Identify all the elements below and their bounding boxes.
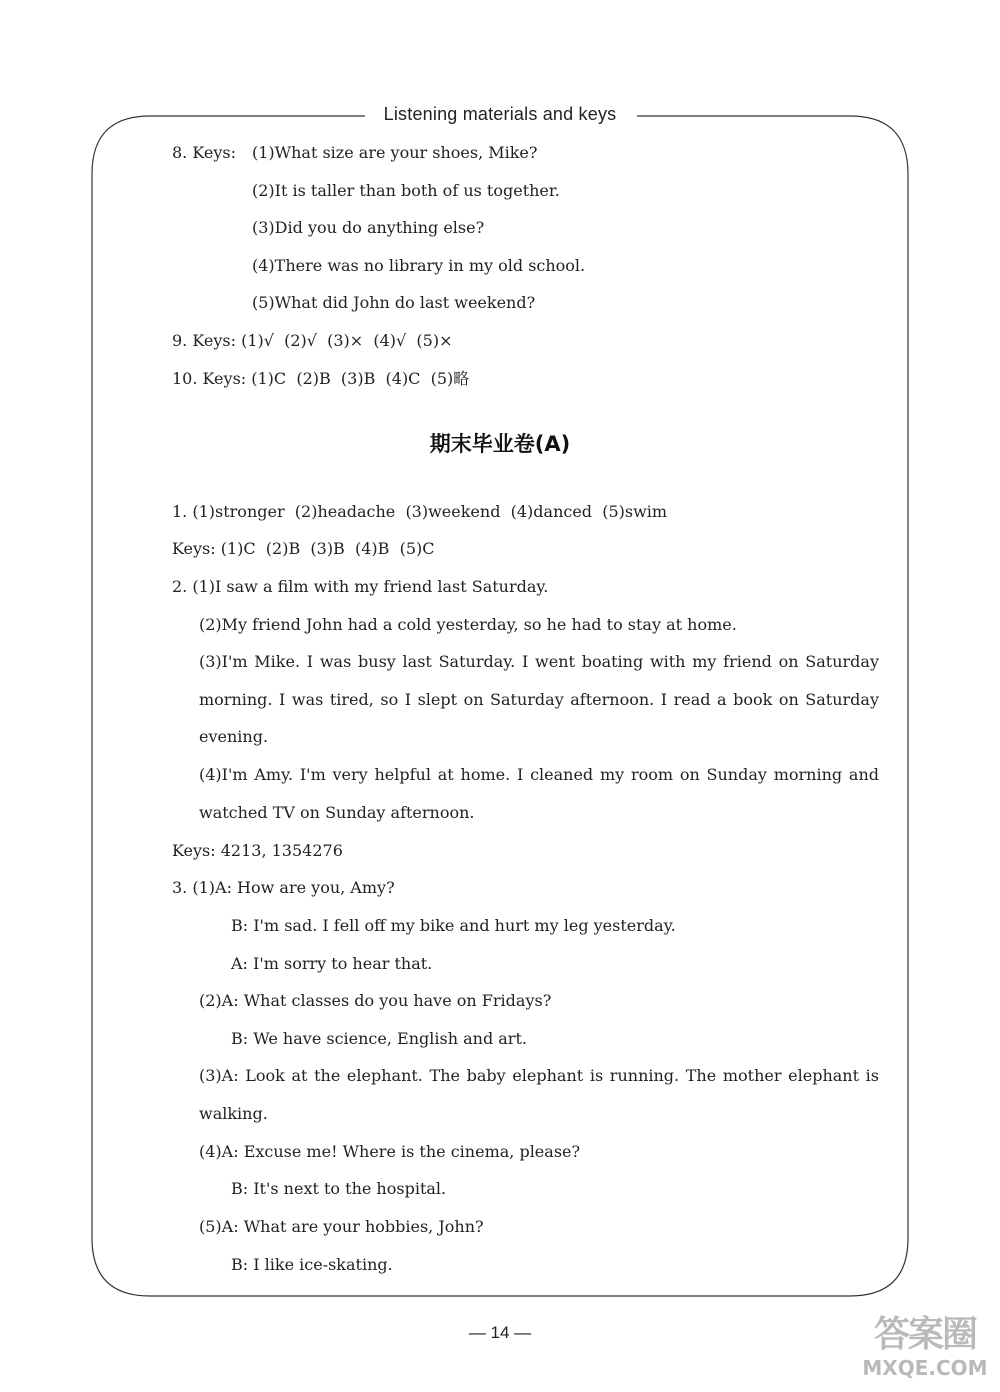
section-heading: 期末毕业卷(A) [429, 432, 571, 456]
q8-key-3: (3)Did you do anything else? [252, 218, 485, 237]
header-title: Listening materials and keys [383, 104, 617, 124]
part3-d1-b: B: I'm sad. I fell off my bike and hurt my leg yesterday. [231, 916, 676, 935]
part3-d1-a: 3. (1)A: How are you, Amy? [172, 878, 395, 897]
part2-item-4: (4)I'm Amy. I'm very helpful at home. I cleaned my room on Sunday morning and watched TV on Sunday afternoon. [199, 765, 879, 822]
part2-item-1: 2. (1)I saw a film with my friend last Saturday. [172, 577, 549, 596]
part3-d4-b: B: It's next to the hospital. [231, 1179, 447, 1198]
q8-key-2: (2)It is taller than both of us together. [252, 181, 560, 200]
part1-keys: Keys: (1)C (2)B (3)B (4)B (5)C [172, 539, 435, 558]
q8-key-4: (4)There was no library in my old school. [252, 256, 586, 275]
part3-d5-b: B: I like ice-skating. [231, 1255, 393, 1274]
part2-item-2: (2)My friend John had a cold yesterday, so he had to stay at home. [199, 615, 737, 634]
q8-prefix: 8. Keys: [172, 143, 236, 162]
part3-d1-a2: A: I'm sorry to hear that. [231, 954, 433, 973]
q9-keys: 9. Keys: (1)√ (2)√ (3)× (4)√ (5)× [172, 331, 453, 350]
q8-key-5: (5)What did John do last weekend? [252, 293, 536, 312]
watermark-chars: 答案圈 [873, 1314, 976, 1355]
part3-d4-a: (4)A: Excuse me! Where is the cinema, please? [199, 1142, 581, 1161]
q8-key-1: (1)What size are your shoes, Mike? [252, 143, 538, 162]
part2-keys: Keys: 4213, 1354276 [172, 841, 343, 860]
part2-item-3: (3)I'm Mike. I was busy last Saturday. I went boating with my friend on Saturday morning. I was tired, so I slept on Saturday afternoon. I read a book on Saturday evening. [199, 652, 879, 747]
part3-d2-a: (2)A: What classes do you have on Fridays? [199, 991, 552, 1010]
part1-words: 1. (1)stronger (2)headache (3)weekend (4)danced (5)swim [172, 502, 668, 521]
page-number: — 14 — [468, 1323, 532, 1342]
q10-keys: 10. Keys: (1)C (2)B (3)B (4)C (5)略 [172, 369, 470, 388]
part3-d5-a: (5)A: What are your hobbies, John? [199, 1217, 484, 1236]
part3-d2-b: B: We have science, English and art. [231, 1029, 527, 1048]
watermark-url: MXQE.COM [862, 1356, 988, 1380]
watermark-logo [855, 1306, 995, 1386]
part3-d3-a: (3)A: Look at the elephant. The baby elephant is running. The mother elephant is walking. [199, 1066, 879, 1123]
